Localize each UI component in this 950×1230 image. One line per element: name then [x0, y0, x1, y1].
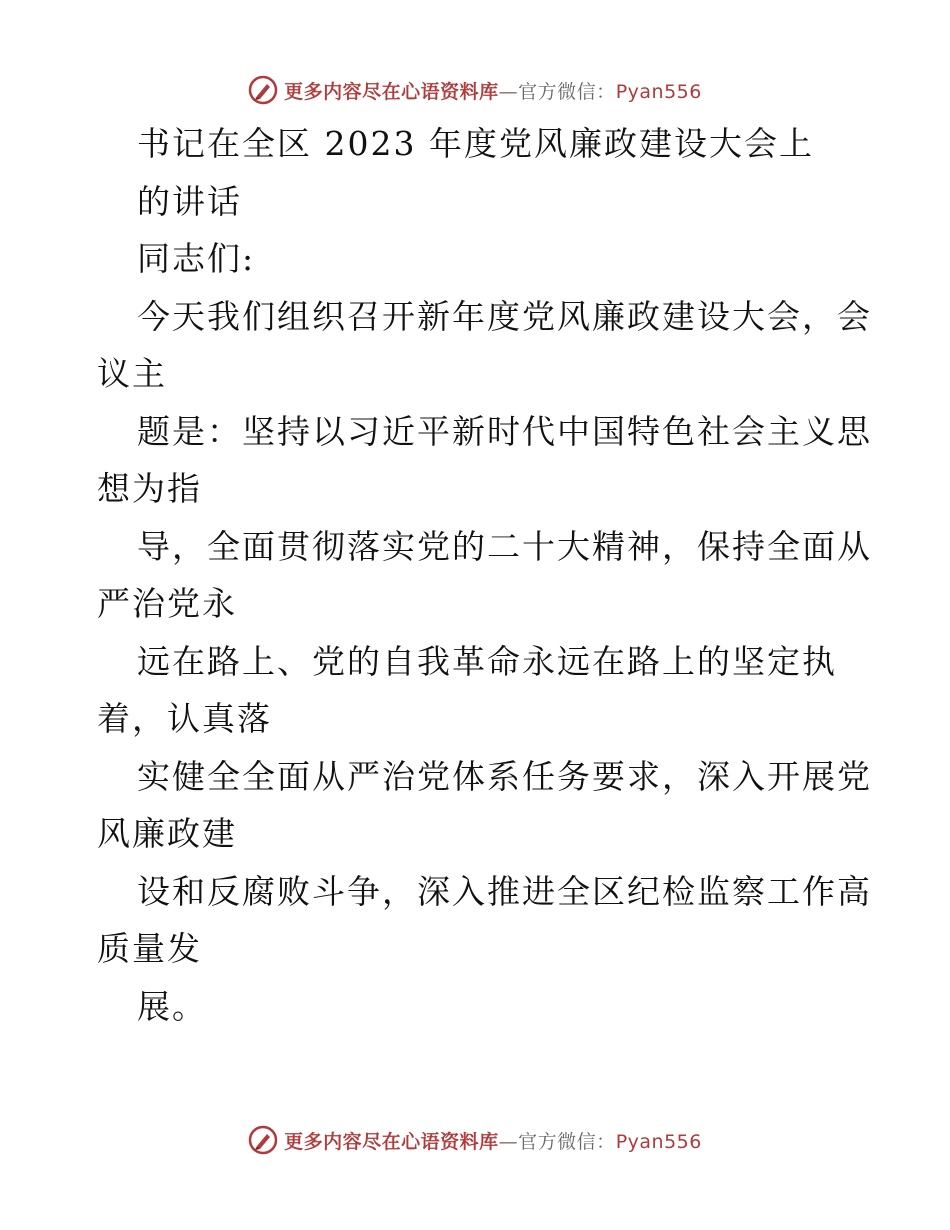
document-line: 质量发	[97, 929, 202, 968]
document-line: 书记在全区 2023 年度党风廉政建设大会上	[137, 124, 814, 163]
watermark-separator: —	[498, 1130, 519, 1153]
document-line: 导，全面贯彻落实党的二十大精神，保持全面从	[137, 526, 872, 566]
document-line: 严治党永	[97, 584, 237, 623]
header-watermark	[0, 70, 950, 110]
watermark-wechat-id: Pyan556	[615, 1130, 702, 1153]
document-body	[97, 124, 872, 1044]
document-line: 实健全全面从严治党体系任务要求，深入开展党	[137, 756, 872, 796]
document-line: 设和反腐败斗争，深入推进全区纪检监察工作高	[137, 871, 872, 911]
watermark-wechat-label: 官方微信：	[518, 80, 616, 103]
watermark-wechat-label: 官方微信：	[518, 1130, 616, 1153]
watermark-main-text: 更多内容尽在心语资料库	[284, 1130, 499, 1153]
document-line: 远在路上、党的自我革命永远在路上的坚定执	[137, 641, 837, 681]
document-line: 同志们:	[137, 239, 256, 278]
document-line: 的讲话	[137, 181, 242, 221]
document-line: 题是：坚持以习近平新时代中国特色社会主义思	[137, 411, 872, 451]
pen-logo-icon	[248, 75, 278, 105]
document-line: 展。	[137, 986, 207, 1026]
document-line: 想为指	[97, 469, 202, 508]
document-line: 着，认真落	[97, 699, 272, 738]
document-line: 风廉政建	[97, 814, 237, 853]
footer-watermark	[0, 1120, 950, 1160]
document-line: 议主	[97, 354, 167, 393]
document-line: 今天我们组织召开新年度党风廉政建设大会，会	[137, 296, 872, 336]
watermark-main-text: 更多内容尽在心语资料库	[284, 80, 499, 103]
pen-logo-icon	[248, 1125, 278, 1155]
watermark-wechat-id: Pyan556	[615, 80, 702, 103]
watermark-separator: —	[498, 80, 519, 103]
